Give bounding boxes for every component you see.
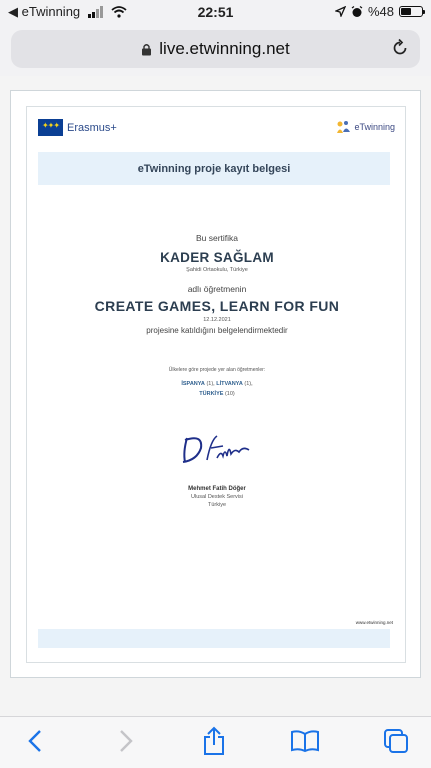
browser-toolbar bbox=[0, 716, 431, 768]
countries-list-line2 bbox=[27, 391, 407, 397]
status-right bbox=[335, 4, 423, 19]
bookmarks-button[interactable] bbox=[290, 726, 320, 756]
country-count: (1) bbox=[206, 381, 214, 387]
etwinning-logo-label: eTwinning bbox=[354, 122, 395, 132]
chevron-right-icon bbox=[119, 729, 133, 753]
battery-fill bbox=[401, 8, 411, 15]
project-title: CREATE GAMES, LEARN FOR FUN bbox=[94, 298, 340, 314]
erasmus-label: Erasmus+ bbox=[67, 121, 117, 134]
tabs-icon bbox=[382, 727, 410, 755]
etwinning-logo bbox=[336, 120, 395, 134]
school-name: Şahidi Ortaokulu, Türkiye bbox=[186, 267, 248, 273]
signatory-title: Ulusal Destek Servisi bbox=[191, 494, 243, 500]
share-icon bbox=[202, 726, 226, 756]
signatory-country: Türkiye bbox=[207, 502, 227, 508]
status-bar bbox=[0, 0, 431, 26]
location-arrow-icon bbox=[335, 6, 346, 17]
share-button[interactable] bbox=[199, 726, 229, 756]
eu-flag-icon: ✦✦✦ bbox=[38, 119, 63, 136]
intro-text: Bu sertifika bbox=[195, 233, 239, 243]
etwinning-figures-icon bbox=[336, 120, 352, 134]
forward-button[interactable] bbox=[111, 726, 141, 756]
certificate bbox=[10, 90, 421, 678]
web-page bbox=[0, 76, 431, 716]
reload-icon[interactable] bbox=[390, 38, 410, 58]
country-name: İSPANYA bbox=[181, 381, 205, 387]
teacher-phrase: adlı öğretmenin bbox=[187, 284, 247, 294]
footer-url: www.etwinning.net bbox=[355, 620, 393, 625]
certificate-frame bbox=[26, 106, 406, 663]
countries-list: İSPANYA (1), LİTVANYA (1), bbox=[181, 381, 253, 387]
battery-percent: %48 bbox=[367, 4, 394, 19]
alarm-icon bbox=[351, 6, 363, 18]
url-text[interactable]: live.etwinning.net bbox=[159, 39, 290, 58]
book-icon bbox=[290, 729, 320, 753]
tabs-button[interactable] bbox=[381, 726, 411, 756]
project-date: 12.12.2021 bbox=[203, 317, 231, 323]
certificate-heading: eTwinning proje kayıt belgesi bbox=[38, 152, 390, 185]
signatory-name: Mehmet Fatih Döğer bbox=[188, 486, 246, 492]
status-time: 22:51 bbox=[197, 4, 234, 20]
address-bar[interactable] bbox=[11, 30, 420, 68]
back-button[interactable] bbox=[20, 726, 50, 756]
country-count: (1) bbox=[244, 381, 252, 387]
signature-image bbox=[177, 430, 257, 470]
country-name: LİTVANYA bbox=[216, 381, 243, 387]
confirmation-text: projesine katıldığını belgelendirmektedir bbox=[146, 326, 288, 335]
lock-icon bbox=[141, 43, 152, 56]
country-count: (10) bbox=[224, 391, 235, 397]
teacher-name: KADER SAĞLAM bbox=[160, 250, 274, 265]
browser-top-bar bbox=[0, 26, 431, 76]
battery-icon bbox=[399, 6, 423, 17]
footer-band bbox=[38, 629, 390, 648]
country-name: TÜRKİYE bbox=[199, 391, 224, 397]
back-to-app-link[interactable]: ◀ eTwinning bbox=[8, 4, 81, 19]
countries-label: Ülkelere göre projede yer alan öğretmenler: bbox=[168, 367, 266, 373]
erasmus-logo bbox=[38, 119, 117, 136]
chevron-left-icon bbox=[28, 729, 42, 753]
